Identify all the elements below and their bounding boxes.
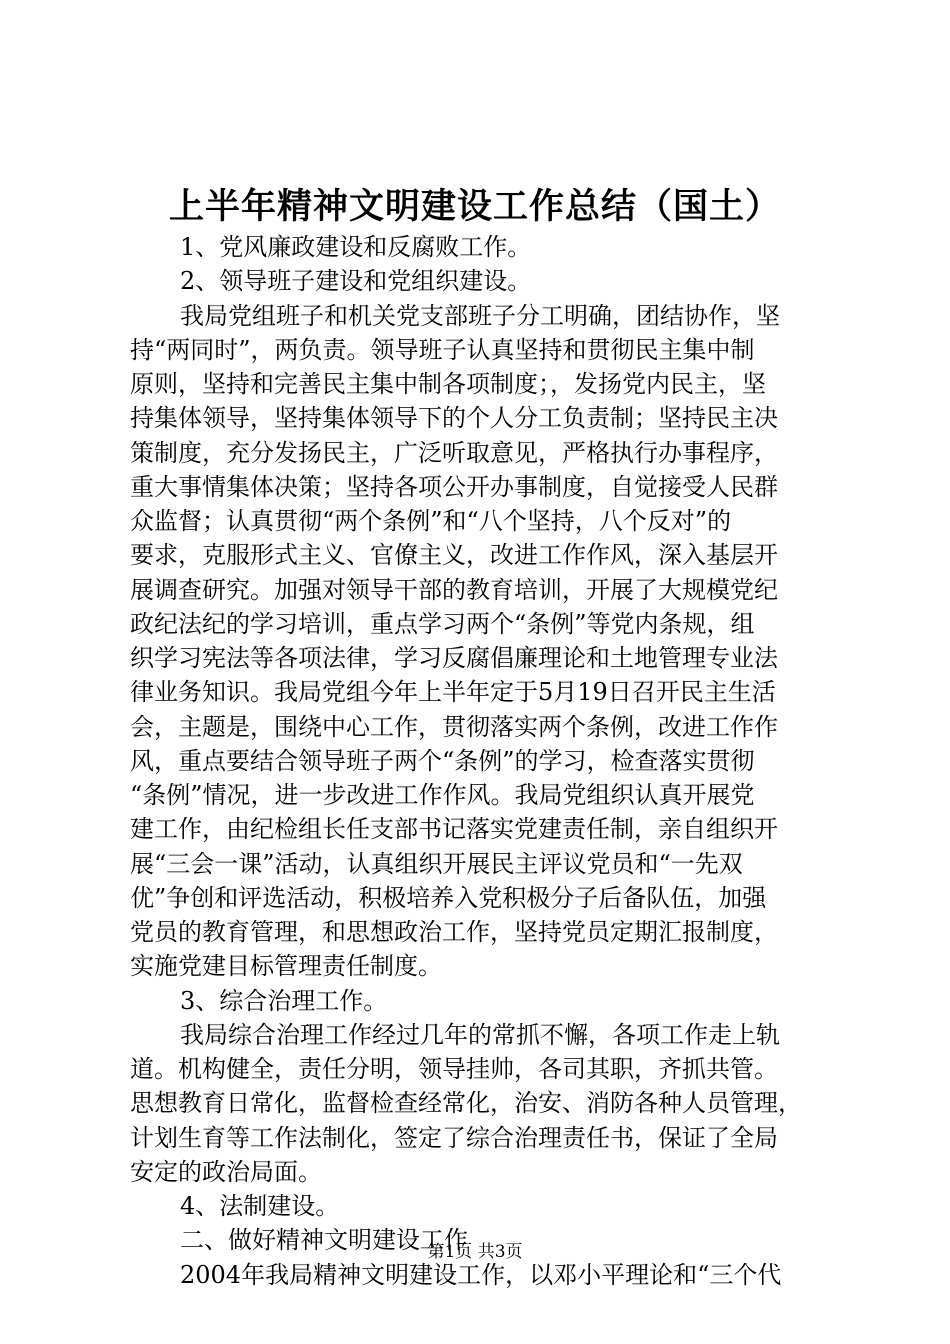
page-number-footer: 第1页 共3页	[427, 1242, 523, 1262]
paragraph-line: 2004年我局精神文明建设工作，以邓小平理论和“三个代	[180, 1260, 782, 1289]
paragraph-line: 我局综合治理工作经过几年的常抓不懈，各项工作走上轨	[180, 1020, 780, 1049]
paragraph-line: 持“两同时”，两负责。领导班子认真坚持和贯彻民主集中制	[130, 335, 755, 364]
document-body	[130, 230, 826, 1292]
paragraph-line: 持集体领导，坚持集体领导下的个人分工负责制；坚持民主决	[130, 404, 778, 433]
paragraph-line: 道。机构健全，责任分明，领导挂帅，各司其职，齐抓共管。	[130, 1055, 778, 1083]
paragraph-line: 1、党风廉政建设和反腐败工作。	[180, 233, 532, 261]
paragraph-line: 优”争创和评选活动，积极培养入党积极分子后备队伍，加强	[130, 883, 767, 912]
paragraph-line: 律业务知识。我局党组今年上半年定于5月19日召开民主生活	[130, 678, 776, 707]
paragraph-line: 风，重点要结合领导班子两个“条例”的学习，检查落实贯彻	[130, 746, 755, 775]
paragraph-line: 二、做好精神文明建设工作	[180, 1226, 468, 1255]
document-title: 上半年精神文明建设工作总结（国土）	[168, 186, 781, 227]
paragraph-line: 计划生育等工作法制化，签定了综合治理责任书，保证了全局	[130, 1123, 778, 1152]
paragraph-line: 织学习宪法等各项法律，学习反腐倡廉理论和土地管理专业法	[130, 644, 778, 672]
paragraph-line: 安定的政治局面。	[130, 1157, 322, 1186]
paragraph-line: 建工作，由纪检组长任支部书记落实党建责任制，亲自组织开	[130, 815, 778, 844]
paragraph-line: 4、法制建设。	[180, 1192, 340, 1220]
paragraph-line: 策制度，充分发扬民主，广泛听取意见，严格执行办事程序，	[130, 438, 778, 467]
paragraph-line: 党员的教育管理，和思想政治工作，坚持党员定期汇报制度，	[130, 918, 778, 946]
paragraph-line: 实施党建目标管理责任制度。	[130, 952, 442, 981]
paragraph-line: “条例”情况，进一步改进工作作风。我局党组织认真开展党	[130, 781, 755, 809]
paragraph-line: 重大事情集体决策；坚持各项公开办事制度，自觉接受人民群	[130, 472, 778, 501]
paragraph-line: 我局党组班子和机关党支部班子分工明确，团结协作，坚	[180, 301, 780, 330]
paragraph-line: 原则，坚持和完善民主集中制各项制度；，发扬党内民主，坚	[130, 370, 766, 398]
paragraph-line: 思想教育日常化，监督检查经常化，治安、消防各种人员管理，	[130, 1089, 802, 1118]
paragraph-line: 政纪法纪的学习培训，重点学习两个“条例”等党内条规，组	[130, 609, 755, 638]
paragraph-line: 展“三会一课”活动，认真组织开展民主评议党员和“一先双	[130, 849, 743, 878]
paragraph-line: 2、领导班子建设和党组织建设。	[180, 267, 532, 296]
paragraph-line: 众监督；认真贯彻“两个条例”和“八个坚持，八个反对”的	[130, 507, 732, 535]
paragraph-line: 展调查研究。加强对领导干部的教育培训，开展了大规模党纪	[130, 575, 778, 604]
paragraph-line: 3、综合治理工作。	[180, 986, 388, 1015]
paragraph-line: 要求，克服形式主义、官僚主义，改进工作作风，深入基层开	[130, 541, 778, 570]
paragraph-line: 会，主题是，围绕中心工作，贯彻落实两个条例，改进工作作	[130, 712, 778, 741]
